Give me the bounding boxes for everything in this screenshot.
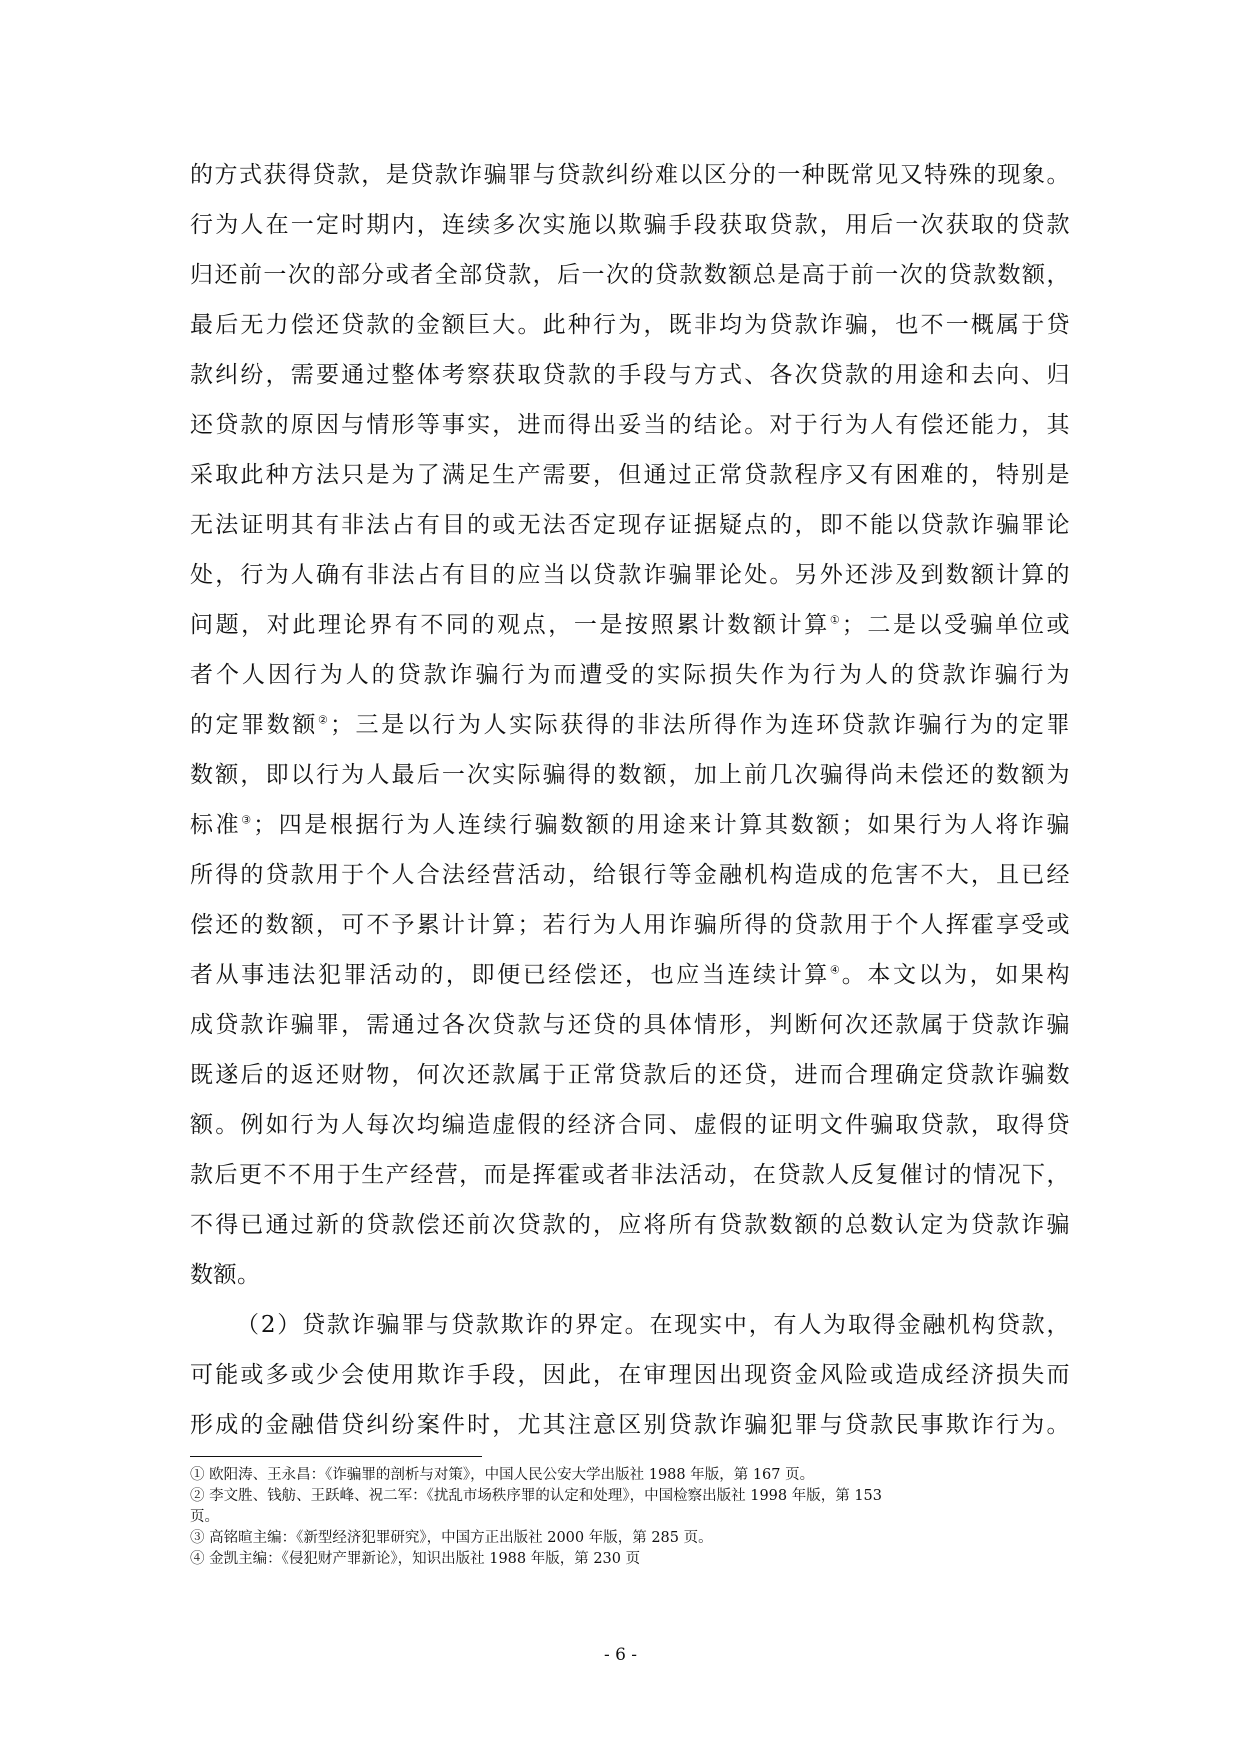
- footnote-2-continuation: 页。: [190, 1509, 219, 1525]
- footnote-1: ① 欧阳涛、王永昌：《诈骗罪的剖析与对策》，中国人民公安大学出版社 1988 年版，第 167 页。: [190, 1467, 815, 1483]
- body-text: [190, 150, 1070, 1450]
- footnote-2: ② 李文胜、钱舫、王跃峰、祝二军：《扰乱市场秩序罪的认定和处理》，中国检察出版社 1998 年版，第 153: [190, 1488, 883, 1504]
- text-line: 偿还的数额，可不予累计计算；若行为人用诈骗所得的贷款用于个人挥霍享受或: [190, 912, 1070, 938]
- footnote-ref-3[interactable]: ③: [241, 813, 254, 827]
- text-line: 形成的金融借贷纠纷案件时，尤其注意区别贷款诈骗犯罪与贷款民事欺诈行为。: [190, 1412, 1070, 1438]
- text-segment: 标准: [190, 812, 242, 838]
- text-line: 采取此种方法只是为了满足生产需要，但通过正常贷款程序又有困难的，特别是: [190, 462, 1070, 488]
- text-line: 数额，即以行为人最后一次实际骗得的数额，加上前几次骗得尚未偿还的数额为: [190, 762, 1070, 788]
- text-line: 额。例如行为人每次均编造虚假的经济合同、虚假的证明文件骗取贷款，取得贷: [190, 1112, 1070, 1138]
- text-line: 不得已通过新的贷款偿还前次贷款的，应将所有贷款数额的总数认定为贷款诈骗: [190, 1212, 1070, 1238]
- text-line: 成贷款诈骗罪，需通过各次贷款与还贷的具体情形，判断何次还款属于贷款诈骗: [190, 1012, 1070, 1038]
- text-segment: 问题，对此理论界有不同的观点，一是按照累计数额计算: [190, 612, 830, 638]
- footnote-3: ③ 高铭暄主编：《新型经济犯罪研究》，中国方正出版社 2000 年版，第 285 页。: [190, 1530, 713, 1546]
- text-line: 还贷款的原因与情形等事实，进而得出妥当的结论。对于行为人有偿还能力，其: [190, 412, 1070, 438]
- text-line: 可能或多或少会使用欺诈手段，因此，在审理因出现资金风险或造成经济损失而: [190, 1362, 1070, 1388]
- text-line: 者个人因行为人的贷款诈骗行为而遭受的实际损失作为行为人的贷款诈骗行为: [190, 662, 1070, 688]
- footnote-ref-2[interactable]: ②: [317, 713, 330, 727]
- text-line: 数额。: [190, 1262, 261, 1288]
- footnote-ref-4[interactable]: ④: [829, 963, 842, 977]
- text-line: 行为人在一定时期内，连续多次实施以欺骗手段获取贷款，用后一次获取的贷款: [190, 212, 1070, 238]
- text-segment: 者从事违法犯罪活动的，即便已经偿还，也应当连续计算: [190, 962, 830, 988]
- footnotes: [190, 1465, 1070, 1570]
- text-line: 款纠纷，需要通过整体考察获取贷款的手段与方式、各次贷款的用途和去向、归: [190, 362, 1070, 388]
- text-line: 处，行为人确有非法占有目的应当以贷款诈骗罪论处。另外还涉及到数额计算的: [190, 562, 1070, 588]
- text-line: 款后更不不用于生产经营，而是挥霍或者非法活动，在贷款人反复催讨的情况下，: [190, 1162, 1070, 1188]
- page-number: - 6 -: [603, 1645, 638, 1665]
- text-line: 既遂后的返还财物，何次还款属于正常贷款后的还贷，进而合理确定贷款诈骗数: [190, 1062, 1070, 1088]
- text-line: 的方式获得贷款，是贷款诈骗罪与贷款纠纷难以区分的一种既常见又特殊的现象。: [190, 162, 1070, 188]
- text-line: [190, 950, 1070, 1000]
- text-segment: 。本文以为，如果构: [841, 962, 1071, 988]
- text-line: 归还前一次的部分或者全部贷款，后一次的贷款数额总是高于前一次的贷款数额，: [190, 262, 1070, 288]
- text-line: [190, 600, 1070, 650]
- footnote-4: ④ 金凯主编：《侵犯财产罪新论》，知识出版社 1988 年版，第 230 页: [190, 1551, 641, 1567]
- text-line: 最后无力偿还贷款的金额巨大。此种行为，既非均为贷款诈骗，也不一概属于贷: [190, 312, 1070, 338]
- text-segment: ；二是以受骗单位或: [841, 612, 1071, 638]
- text-line: （2）贷款诈骗罪与贷款欺诈的界定。在现实中，有人为取得金融机构贷款，: [236, 1312, 1070, 1338]
- footnote-ref-1[interactable]: ①: [829, 613, 842, 627]
- text-line: 所得的贷款用于个人合法经营活动，给银行等金融机构造成的危害不大，且已经: [190, 862, 1070, 888]
- text-segment: ；四是根据行为人连续行骗数额的用途来计算其数额；如果行为人将诈骗: [253, 812, 1071, 838]
- text-line: [190, 800, 1070, 850]
- text-segment: 的定罪数额: [190, 712, 318, 738]
- text-line: 无法证明其有非法占有目的或无法否定现存证据疑点的，即不能以贷款诈骗罪论: [190, 512, 1070, 538]
- footnote-divider: [190, 1456, 482, 1457]
- text-line: [190, 700, 1070, 750]
- text-segment: ；三是以行为人实际获得的非法所得作为连环贷款诈骗行为的定罪: [329, 712, 1071, 738]
